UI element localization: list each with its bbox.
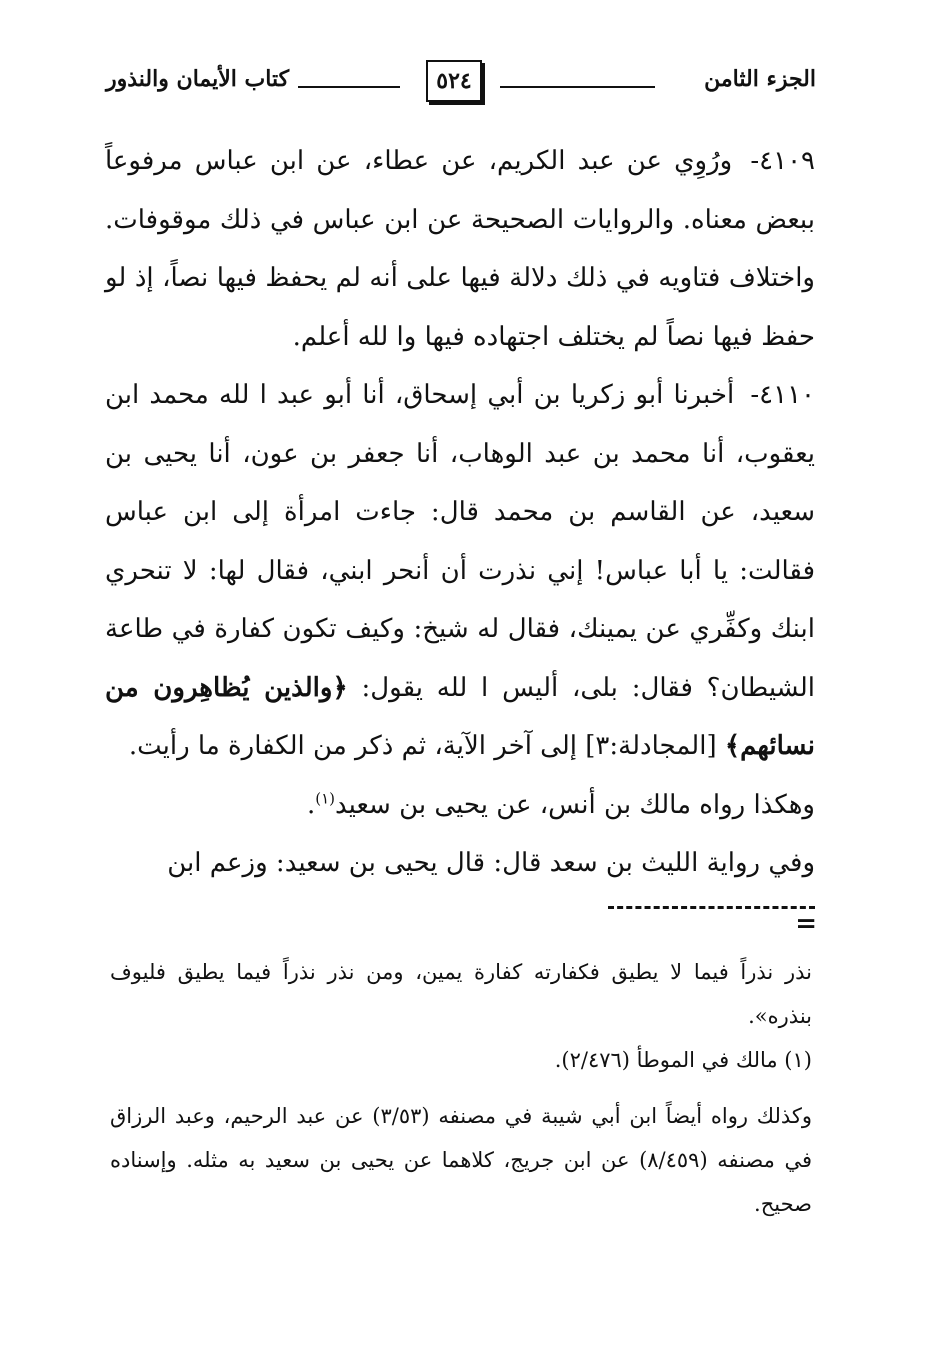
hadith-number: ٤١١٠- (750, 380, 816, 410)
paragraph-4110 (105, 366, 815, 776)
paragraph-text: ورُوِي عن عبد الكريم، عن عطاء، عن ابن عباس مرفوعاً ببعض معناه. والروايات الصحيحة عن ابن عباس في ذلك موقوفات. واختلاف فتاويه في ذلك دلالة فيها على أنه لم يحفظ فيها نصاً، إذ لو حفظ فيها نصاً لم يختلف اجتهاده فيها وا لله أعلم. (105, 146, 815, 352)
running-header (100, 60, 820, 110)
continuation-sign: = (795, 909, 817, 939)
footnote-separator (608, 906, 815, 909)
paragraph-malik (105, 776, 815, 835)
paragraph-4109 (105, 132, 815, 366)
paragraph-text: وفي رواية الليث بن سعد قال: قال يحيى بن سعيد: وزعم ابن (167, 848, 815, 878)
paragraph-text: أخبرنا أبو زكريا بن أبي إسحاق، أنا أبو عبد ا لله محمد ابن يعقوب، أنا محمد بن عبد الوهاب، أنا جعفر بن عون، أنا يحيى بن سعيد، عن القاسم بن محمد قال: جاءت امرأة إلى ابن عباس فقالت: يا أبا عباس! إني نذرت أن أنحر ابني، فقال لها: لا تنحري ابنك وكفِّري عن يمينك، فقال له شيخ: وكيف تكون كفارة في طاعة الشيطان؟ فقال: بلى، أليس ا لله يقول: (105, 380, 816, 703)
header-rule-left (298, 86, 400, 88)
paragraph-layth (105, 834, 815, 893)
paragraph-text: وهكذا رواه مالك بن أنس، عن يحيى بن سعيد (335, 789, 815, 820)
header-rule-right (500, 86, 655, 88)
verse-reference-text: [المجادلة:٣] إلى آخر الآية، ثم ذكر من الكفارة ما رأيت. (128, 731, 717, 761)
page-number: ٥٢٤ (426, 60, 482, 102)
sentence-end: . (306, 789, 316, 820)
footnotes (110, 950, 812, 1226)
quran-verse: ﴿والذين يُظاهِرون من نسائهم﴾ (105, 672, 815, 761)
book-title: كتاب الأيمان والنذور (106, 66, 290, 92)
main-text (105, 132, 815, 893)
footnote-marker: (١) (315, 788, 336, 807)
footnote-1: (١) مالك في الموطأ (٢/٤٧٦). (554, 1048, 812, 1072)
part-label: الجزء الثامن (704, 66, 816, 92)
hadith-number: ٤١٠٩- (750, 146, 815, 176)
footnote-1-continued: وكذلك رواه أيضاً ابن أبي شيبة في مصنفه (٣/٥٣) عن عبد الرحيم، وعبد الرزاق في مصنفه (٨/٤٥٩) عن ابن جريج، كلاهما عن يحيى بن سعيد به مثله. وإسناده صحيح. (110, 1104, 812, 1216)
footnote-continued: نذر نذراً فيما لا يطيق فكفارته كفارة يمين، ومن نذر نذراً فيما يطيق فليوف بنذره». (110, 960, 812, 1028)
